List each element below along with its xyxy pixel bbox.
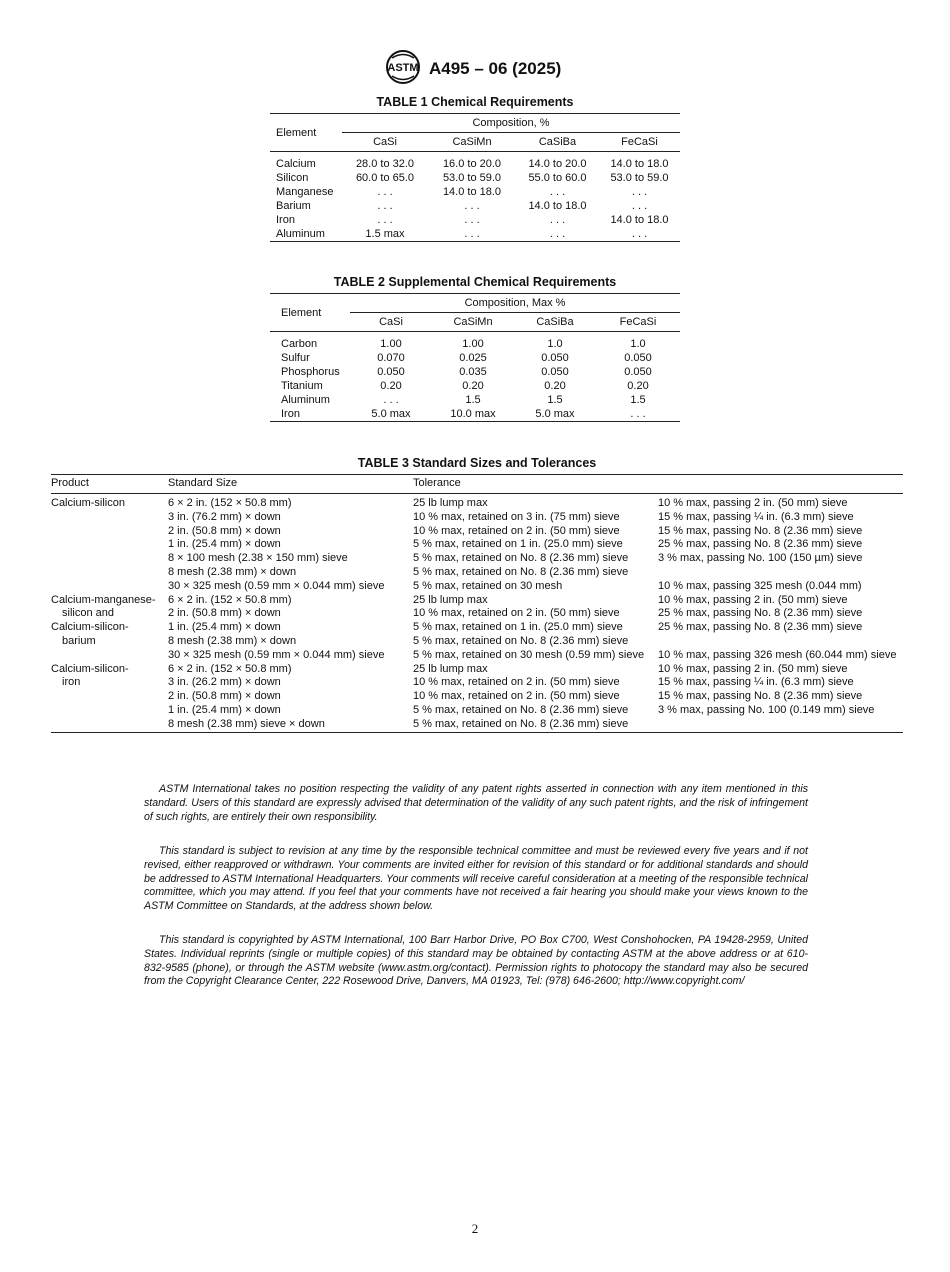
table-row [51, 607, 903, 621]
tolerance-cell: 10 % max, retained on 3 in. (75 mm) sieve [413, 510, 620, 523]
table1-column-header: CaSi [342, 133, 428, 152]
tolerance-cell: 5 % max, retained on No. 8 (2.36 mm) sieve [413, 552, 629, 565]
table-row [270, 332, 680, 352]
product-line: Calcium-manganese- [51, 593, 156, 606]
tolerance-cell: 10 % max, passing 325 mesh (0.044 mm) [658, 579, 862, 592]
tolerance-cell: 5 % max, retained on No. 8 (2.36 mm) sieve [413, 703, 629, 716]
tolerance-cell: 5 % max, retained on 1 in. (25.0 mm) sieve [413, 621, 623, 634]
value-cell: . . . [630, 408, 646, 420]
value-cell: . . . [377, 214, 393, 226]
tolerance-cell: 15 % max, passing No. 8 (2.36 mm) sieve [658, 524, 863, 537]
table1-column-header: CaSiMn [428, 133, 516, 152]
astm-logo-icon [383, 49, 423, 85]
standard-size-cell: 8 mesh (2.38 mm) × down [168, 565, 297, 578]
product-cell [51, 663, 168, 732]
value-cell: 0.20 [627, 380, 649, 392]
table-row [51, 580, 903, 594]
tolerance-cell: 3 % max, passing No. 100 (0.149 mm) sieve [658, 703, 875, 716]
value-cell: 0.025 [459, 352, 487, 364]
value-cell: 14.0 to 18.0 [442, 186, 502, 198]
tolerance-cell: 25 % max, passing No. 8 (2.36 mm) sieve [658, 621, 863, 634]
value-cell: 14.0 to 18.0 [528, 200, 587, 212]
tolerance-cell: 10 % max, passing 2 in. (50 mm) sieve [658, 662, 848, 675]
revision-notice [144, 845, 808, 914]
tolerance-cell: 10 % max, retained on 2 in. (50 mm) sieve [413, 676, 620, 689]
table-row [51, 566, 903, 580]
value-cell: . . . [464, 228, 480, 240]
value-cell: . . . [377, 186, 393, 198]
tolerance-cell [658, 566, 903, 580]
tolerance-cell: 5 % max, retained on 1 in. (25.0 mm) sieve [413, 538, 623, 551]
element-name-cell: Titanium [281, 380, 323, 392]
value-cell: 14.0 to 20.0 [528, 158, 587, 170]
value-cell: 53.0 to 59.0 [610, 172, 669, 184]
standard-size-cell: 30 × 325 mesh (0.59 mm × 0.044 mm) sieve [168, 648, 385, 661]
table2-column-header: FeCaSi [596, 313, 680, 332]
table-row [51, 594, 903, 608]
table-row [51, 704, 903, 718]
standard-size-cell: 2 in. (50.8 mm) × down [168, 690, 281, 703]
value-cell: 60.0 to 65.0 [355, 172, 415, 184]
tolerance-cell: 15 % max, passing ¼ in. (6.3 mm) sieve [658, 510, 854, 523]
value-cell: . . . [464, 200, 480, 212]
logo-text: ASTM [387, 62, 419, 74]
standard-size-cell: 8 mesh (2.38 mm) sieve × down [168, 717, 325, 730]
element-name-cell: Barium [276, 200, 311, 212]
table2-column-header: CaSiMn [432, 313, 514, 332]
tolerance-cell: 25 lb lump max [413, 497, 488, 509]
tolerance-cell: 25 lb lump max [413, 593, 488, 606]
table-row [51, 663, 903, 677]
revision-notice-text: This standard is subject to revision at any time by the responsible technical committee and must be reviewed every five years and if not revised, either reapproved or withdrawn. Your comments are invited either for revision of this standard or for additional standards and should be addressed to ASTM International Headquarters. Your comments will receive careful consideration at a meeting of the responsible technical committee, which you may attend. If you feel that your comments have not received a fair hearing you should make your views known to the ASTM Committee on Standards, at the address shown below. [144, 845, 808, 913]
standard-size-cell: 2 in. (50.8 mm) × down [168, 524, 281, 537]
table1-caption: TABLE 1 Chemical Requirements [376, 95, 574, 109]
value-cell: 1.5 max [365, 228, 405, 240]
value-cell: 1.00 [462, 338, 484, 350]
element-name-cell: Aluminum [281, 394, 330, 406]
table2-supplemental-chemical-requirements [270, 293, 680, 422]
table-row [51, 635, 903, 649]
patent-notice-text: ASTM International takes no position respecting the validity of any patent rights asserted in connection with any item mentioned in this standard. Users of this standard are expressly advised that determination of the validity of any such patent rights, and the risk of infringement of such rights, are entirely their own responsibility. [144, 783, 808, 823]
table1-column-header: CaSiBa [516, 133, 599, 152]
tolerance-cell: 10 % max, retained on 2 in. (50 mm) sieve [413, 524, 620, 537]
value-cell: 1.0 [547, 338, 563, 350]
tolerance-cell: 5 % max, retained on 30 mesh [413, 579, 563, 592]
table-row [51, 718, 903, 732]
element-name-cell: Calcium [276, 158, 316, 170]
table2-group-header: Composition, Max % [350, 294, 680, 313]
product-line: Calcium-silicon- [51, 621, 129, 634]
product-line: barium [62, 634, 96, 647]
tolerance-cell [658, 635, 903, 649]
value-cell: 10.0 max [450, 408, 496, 420]
table-row [270, 227, 680, 242]
value-cell: . . . [377, 200, 393, 212]
table-row [270, 379, 680, 393]
table-row [51, 494, 903, 511]
element-name-cell: Silicon [276, 172, 309, 184]
value-cell: 1.5 [465, 394, 481, 406]
tolerance-cell: 15 % max, passing No. 8 (2.36 mm) sieve [658, 690, 863, 703]
table2-column-header: CaSiBa [514, 313, 596, 332]
table-row [51, 511, 903, 525]
product-line: Calcium-silicon [51, 497, 125, 509]
standard-size-cell: 2 in. (50.8 mm) × down [168, 607, 281, 620]
table-row [51, 649, 903, 663]
value-cell: 5.0 max [371, 408, 411, 420]
tolerance-cell: 15 % max, passing ¼ in. (6.3 mm) sieve [658, 676, 854, 689]
table-row [270, 185, 680, 199]
table1-group-header: Composition, % [342, 114, 680, 133]
value-cell: 14.0 to 18.0 [610, 214, 669, 226]
standard-size-cell: 8 × 100 mesh (2.38 × 150 mm) sieve [168, 552, 348, 565]
standard-size-cell: 1 in. (25.4 mm) × down [168, 621, 281, 634]
copyright-notice [144, 934, 808, 989]
value-cell: 0.050 [624, 352, 652, 364]
value-cell: . . . [549, 186, 566, 198]
element-name-cell: Aluminum [276, 228, 325, 240]
tolerance-cell: 10 % max, passing 2 in. (50 mm) sieve [658, 593, 848, 606]
element-name-cell: Carbon [281, 338, 318, 350]
standard-size-cell: 6 × 2 in. (152 × 50.8 mm) [168, 497, 292, 509]
table3-tolerance-header: Tolerance [413, 475, 903, 494]
tolerance-cell: 25 % max, passing No. 8 (2.36 mm) sieve [658, 607, 863, 620]
patent-notice [144, 783, 808, 824]
table2-caption: TABLE 2 Supplemental Chemical Requirements [333, 275, 617, 289]
table-row [51, 525, 903, 539]
table2-column-header: CaSi [350, 313, 432, 332]
value-cell: 16.0 to 20.0 [442, 158, 502, 170]
table3-caption: TABLE 3 Standard Sizes and Tolerances [357, 456, 597, 470]
value-cell: 0.035 [459, 366, 487, 378]
value-cell: . . . [383, 394, 399, 406]
value-cell: 1.00 [380, 338, 402, 350]
element-name-cell: Iron [276, 214, 295, 226]
value-cell: 1.5 [630, 394, 646, 406]
table1-chemical-requirements [270, 113, 680, 242]
value-cell: 0.20 [462, 380, 484, 392]
tolerance-cell: 10 % max, passing 326 mesh (60.044 mm) sieve [658, 648, 897, 661]
standard-size-cell: 1 in. (25.4 mm) × down [168, 703, 281, 716]
value-cell: 0.20 [544, 380, 566, 392]
table-row [270, 199, 680, 213]
document-id: A495 – 06 (2025) [429, 59, 562, 78]
table-row [270, 171, 680, 185]
tolerance-cell: 5 % max, retained on No. 8 (2.36 mm) sieve [413, 634, 629, 647]
value-cell: 0.050 [377, 366, 405, 378]
value-cell: 0.20 [380, 380, 402, 392]
value-cell: 0.070 [377, 352, 405, 364]
table-row [51, 538, 903, 552]
table2-element-header: Element [270, 294, 350, 332]
standard-size-cell: 6 × 2 in. (152 × 50.8 mm) [168, 593, 292, 606]
standard-size-cell: 6 × 2 in. (152 × 50.8 mm) [168, 662, 292, 675]
tolerance-cell: 10 % max, retained on 2 in. (50 mm) sieve [413, 607, 620, 620]
value-cell: 28.0 to 32.0 [355, 158, 415, 170]
table-row [270, 407, 680, 422]
table-row [270, 393, 680, 407]
value-cell: 14.0 to 18.0 [610, 158, 669, 170]
value-cell: . . . [549, 228, 566, 240]
page-header [0, 49, 950, 85]
table-row [51, 676, 903, 690]
table1-element-header: Element [270, 114, 342, 152]
product-line: silicon and [62, 607, 114, 620]
table-row [270, 152, 680, 172]
tolerance-cell: 10 % max, passing 2 in. (50 mm) sieve [658, 497, 848, 509]
value-cell: 1.5 [547, 394, 563, 406]
tolerance-cell: 5 % max, retained on No. 8 (2.36 mm) sieve [413, 717, 629, 730]
value-cell: 53.0 to 59.0 [442, 172, 502, 184]
value-cell: 1.0 [630, 338, 646, 350]
element-name-cell: Iron [281, 408, 300, 420]
element-name-cell: Manganese [276, 186, 334, 198]
table3-size-header: Standard Size [168, 475, 413, 494]
tolerance-cell: 5 % max, retained on 30 mesh (0.59 mm) sieve [413, 648, 645, 661]
element-name-cell: Sulfur [281, 352, 310, 364]
tolerance-cell [658, 718, 903, 732]
copyright-notice-text: This standard is copyrighted by ASTM International, 100 Barr Harbor Drive, PO Box C700, West Conshohocken, PA 19428-2959, United States. Individual reprints (single or multiple copies) of this standard may be obtained by contacting ASTM at the above address or at 610-832-9585 (phone), or through the ASTM website (www.astm.org/contact). Permission rights to photocopy the standard may also be secured from the Copyright Clearance Center, 222 Rosewood Drive, Danvers, MA 01923, Tel: (978) 646-2600; http://www.copyright.com/ [144, 934, 808, 988]
table-row [51, 690, 903, 704]
tolerance-cell: 5 % max, retained on No. 8 (2.36 mm) sieve [413, 565, 629, 578]
product-line: iron [62, 676, 81, 689]
value-cell: . . . [631, 186, 648, 198]
table3-standard-sizes-and-tolerances [51, 474, 903, 733]
value-cell: 5.0 max [535, 408, 575, 420]
standard-size-cell: 1 in. (25.4 mm) × down [168, 538, 281, 551]
tolerance-cell: 10 % max, retained on 2 in. (50 mm) sieve [413, 690, 620, 703]
value-cell: . . . [631, 200, 648, 212]
value-cell: . . . [631, 228, 648, 240]
value-cell: 0.050 [624, 366, 652, 378]
value-cell: . . . [549, 214, 566, 226]
tolerance-cell: 25 lb lump max [413, 662, 488, 675]
value-cell: 55.0 to 60.0 [528, 172, 587, 184]
standard-size-cell: 3 in. (26.2 mm) × down [168, 676, 281, 689]
table-row [270, 351, 680, 365]
table-row [270, 365, 680, 379]
product-line: Calcium-silicon- [51, 662, 129, 675]
standard-size-cell: 8 mesh (2.38 mm) × down [168, 634, 297, 647]
tolerance-cell: 25 % max, passing No. 8 (2.36 mm) sieve [658, 538, 863, 551]
table-row [270, 213, 680, 227]
element-name-cell: Phosphorus [281, 366, 340, 378]
table3-product-header: Product [51, 475, 168, 494]
tolerance-cell: 3 % max, passing No. 100 (150 µm) sieve [658, 552, 863, 565]
value-cell: . . . [464, 214, 480, 226]
table-row [51, 552, 903, 566]
table-row [51, 621, 903, 635]
product-cell [51, 494, 168, 594]
page-number: 2 [471, 1221, 479, 1236]
standard-size-cell: 3 in. (76.2 mm) × down [168, 510, 281, 523]
value-cell: 0.050 [541, 352, 569, 364]
product-cell [51, 594, 168, 663]
standard-size-cell: 30 × 325 mesh (0.59 mm × 0.044 mm) sieve [168, 579, 385, 592]
table1-column-header: FeCaSi [599, 133, 680, 152]
value-cell: 0.050 [541, 366, 569, 378]
